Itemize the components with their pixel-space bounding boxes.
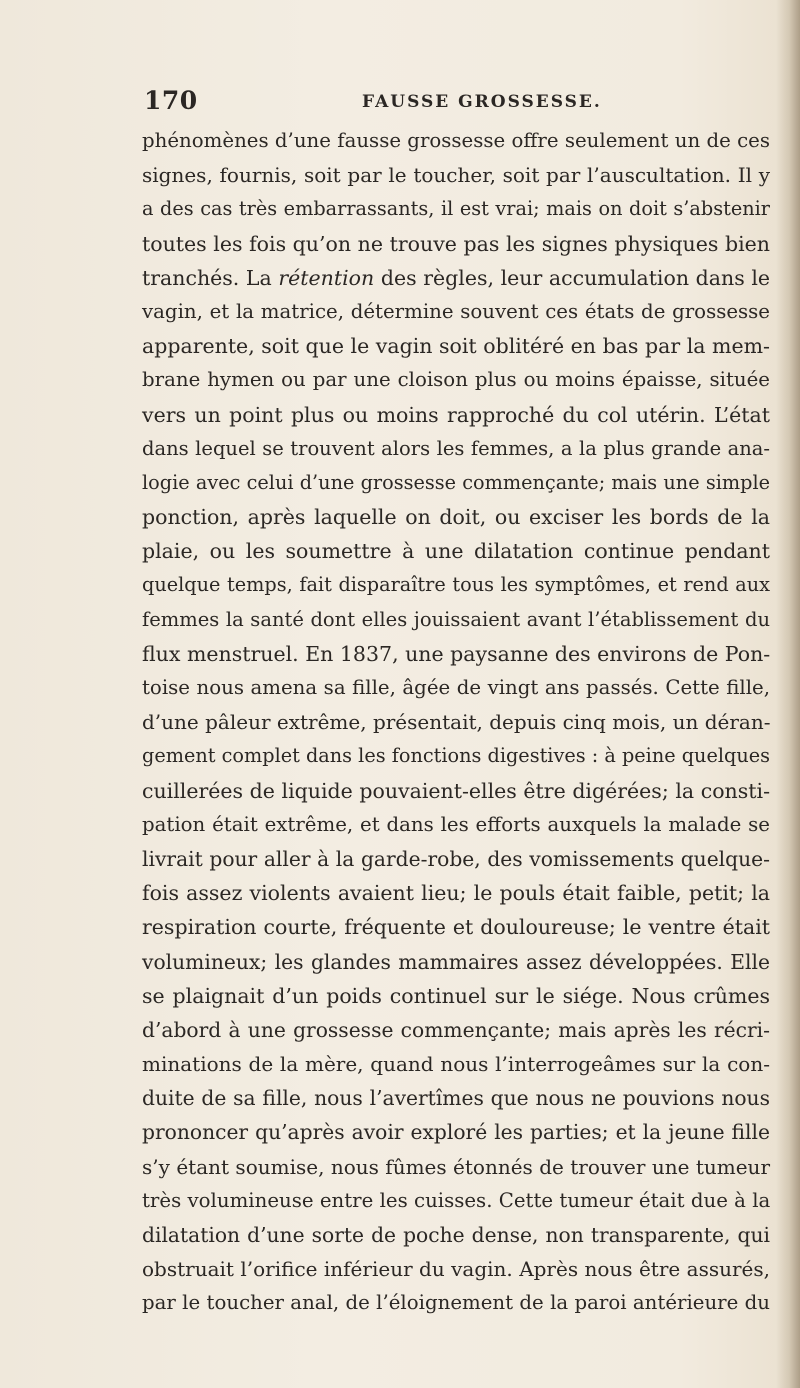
- text-line: fois assez violents avaient lieu; le pouls était faible, petit; la: [142, 881, 770, 906]
- text-line: a des cas très embarrassants, il est vrai; mais on doit s’abstenir: [142, 197, 770, 221]
- text-line: vers un point plus ou moins rapproché du col utérin. L’état: [142, 402, 770, 427]
- text-line: très volumineuse entre les cuisses. Cette tumeur était due à la: [142, 1188, 771, 1212]
- text-line: femmes la santé dont elles jouissaient avant l’établissement du: [142, 607, 770, 631]
- text-line: ponction, après laquelle on doit, ou exciser les bords de la: [142, 505, 770, 530]
- text-line: duite de sa fille, nous l’avertîmes que nous ne pouvions nous: [142, 1086, 770, 1111]
- text-line: d’une pâleur extrême, présentait, depuis cinq mois, un déran-: [142, 710, 771, 735]
- text-line: livrait pour aller à la garde-robe, des vomissements quelque-: [142, 846, 770, 871]
- page-number: 170: [144, 86, 198, 115]
- text-line: par le toucher anal, de l’éloignement de la paroi antérieure du: [142, 1291, 770, 1315]
- text-line: phénomènes d’une fausse grossesse offre seulement un de ces: [142, 129, 770, 152]
- text-line: quelque temps, fait disparaître tous les symptômes, et rend aux: [142, 573, 770, 597]
- text-line: se plaignait d’un poids continuel sur le siége. Nous crûmes: [142, 983, 770, 1008]
- text-line: s’y étant soumise, nous fûmes étonnés de trouver une tumeur: [142, 1154, 770, 1179]
- text-line: d’abord à une grossesse commençante; mais après les récri-: [142, 1017, 770, 1042]
- text-line: prononcer qu’après avoir exploré les parties; et la jeune fille: [142, 1120, 770, 1145]
- text-line: dilatation d’une sorte de poche dense, non transparente, qui: [142, 1223, 770, 1247]
- text-line: vagin, et la matrice, détermine souvent ces états de grossesse: [142, 299, 770, 323]
- text-line: plaie, ou les soumettre à une dilatation continue pendant: [142, 539, 770, 564]
- text-line: minations de la mère, quand nous l’interrogeâmes sur la con-: [142, 1052, 770, 1077]
- text-line: obstruait l’orifice inférieur du vagin. Après nous être assurés,: [142, 1257, 770, 1282]
- body-text: [142, 124, 770, 1321]
- running-title: FAUSSE GROSSESSE.: [362, 92, 602, 112]
- text-line: toise nous amena sa fille, âgée de vingt ans passés. Cette fille,: [142, 676, 770, 699]
- text-line: tranchés. La rétention des règles, leur accumulation dans le: [142, 265, 771, 290]
- text-line: cuillerées de liquide pouvaient-elles être digérées; la consti-: [142, 778, 770, 803]
- italic-word: rétention: [278, 265, 375, 290]
- page-edge-shadow: [776, 0, 800, 1388]
- text-line: logie avec celui d’une grossesse commençante; mais une simple: [142, 470, 770, 494]
- text-line: toutes les fois qu’on ne trouve pas les signes physiques bien: [142, 231, 770, 256]
- text-line: flux menstruel. En 1837, une paysanne des environs de Pon-: [142, 641, 771, 666]
- text-line: brane hymen ou par une cloison plus ou moins épaisse, située: [142, 368, 770, 392]
- text-line: gement complet dans les fonctions digestives : à peine quelques: [142, 744, 770, 768]
- text-line: volumineux; les glandes mammaires assez développées. Elle: [142, 949, 770, 974]
- text-line: dans lequel se trouvent alors les femmes, a la plus grande ana-: [142, 436, 770, 460]
- text-line: pation était extrême, et dans les efforts auxquels la malade se: [142, 812, 770, 836]
- text-line: signes, fournis, soit par le toucher, soit par l’auscultation. Il y: [142, 163, 770, 188]
- text-line: respiration courte, fréquente et douloureuse; le ventre était: [142, 915, 770, 940]
- page-header: [144, 86, 774, 116]
- text-line: apparente, soit que le vagin soit oblitéré en bas par la mem-: [142, 334, 770, 359]
